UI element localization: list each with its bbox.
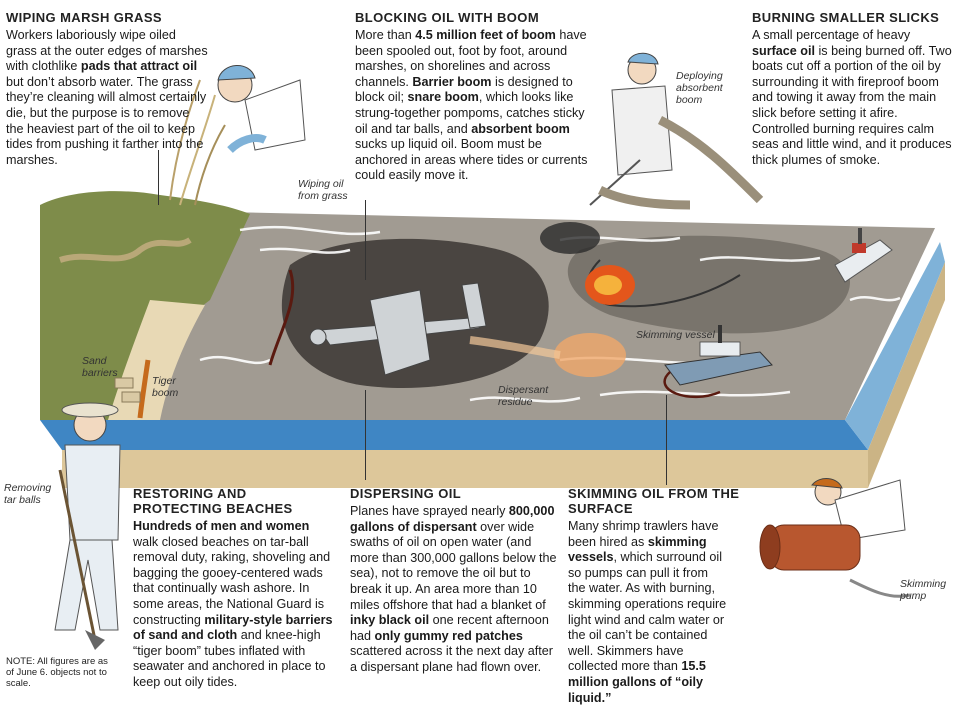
body-text: A small percentage of heavy xyxy=(752,28,911,42)
dispersant-spray xyxy=(554,333,626,377)
cross-section-front xyxy=(40,420,868,450)
section-title: BLOCKING OIL WITH BOOM xyxy=(355,10,540,25)
body-text: walk closed beaches on tar-ball removal duty, raking, shoveling and bagging the gooey-centered wads that continually wash ashore. In some areas, the National Guard is constructing xyxy=(133,534,331,627)
section-title: WIPING MARSH GRASS xyxy=(6,10,162,25)
leader-line-boom xyxy=(365,200,366,280)
body-text: scattered across it the next day after a dispersant plane had flown over. xyxy=(350,644,554,674)
bold-text: skimming vessels xyxy=(568,534,707,565)
caption-dispersant-residue: Dispersant residue xyxy=(498,384,549,408)
section-body xyxy=(568,519,728,706)
bold-text: only gummy red patches xyxy=(374,628,523,643)
bold-text: absorbent boom xyxy=(471,121,570,136)
body-text: one recent afternoon had xyxy=(350,613,549,643)
bold-text: military-style barriers of sand and cloth xyxy=(133,612,333,643)
leader-line-dispersing xyxy=(365,390,366,480)
caption-deploying-boom: Deploying absorbent boom xyxy=(676,70,723,106)
burning-oil-core xyxy=(594,275,622,295)
leader-line-skimming xyxy=(666,395,667,485)
section-body xyxy=(350,504,562,676)
bold-text: 800,000 gallons of dispersant xyxy=(350,504,555,534)
body-text: sucks up liquid oil. Boom must be anchored in areas where tides or currents could easily move it. xyxy=(355,137,588,183)
section-body xyxy=(355,28,595,184)
body-text: have been spooled out, foot by foot, around marshes, on shorelines and across channels. xyxy=(355,28,587,89)
section-wiping-marsh-grass xyxy=(6,10,208,168)
bold-text: inky black oil xyxy=(350,613,430,628)
caption-skimming-pump: Skimming pump xyxy=(900,578,947,602)
body-text: More than xyxy=(355,28,416,42)
section-body xyxy=(133,519,338,691)
caption-tar-balls: Removing tar balls xyxy=(4,482,52,506)
body-text: but don’t absorb water. The grass they’re cleaning will almost certainly die, but the purpose is to remove the heaviest part of the oil to keep tides from pushing it farther into the marshes. xyxy=(6,74,207,167)
section-restoring-beaches xyxy=(133,486,338,691)
caption-wiping-oil: Wiping oil from grass xyxy=(298,178,348,202)
section-burning-smaller-slicks xyxy=(752,10,952,168)
section-blocking-oil-with-boom xyxy=(355,10,595,184)
caption-sand-barriers: Sand barriers xyxy=(82,355,118,379)
body-text: is designed to block oil; xyxy=(355,74,573,105)
bold-text: pads that attract oil xyxy=(80,59,198,74)
section-title: RESTORING AND PROTECTING BEACHES xyxy=(133,486,293,516)
body-text: Many shrimp trawlers have been hired as xyxy=(568,519,719,549)
body-text: , which surround oil so pumps can pull it from the water. As with burning, skimming operations require light wind and calm water or the oil can’t be contained well. Skimmers have collected more than xyxy=(568,550,727,674)
body-text: is being burned off. Two boats cut off a portion of the oil by surrounding it with fireproof boom and towing it away from the main slick before setting it afire. Controlled burning requires calm seas and little wind, and it produces thick plumes of smoke. xyxy=(752,43,952,167)
scale-note: NOTE: All figures are as of June 6. objects not to scale. xyxy=(6,656,108,689)
section-title: BURNING SMALLER SLICKS xyxy=(752,10,940,25)
smoke-plume xyxy=(540,222,600,254)
caption-tiger-boom: Tiger boom xyxy=(152,375,179,399)
body-text: and knee-high “tiger boom” tubes inflated with seawater and anchored in place to keep out oily tides. xyxy=(133,628,326,689)
section-dispersing-oil xyxy=(350,486,562,676)
section-title: SKIMMING OIL FROM THE SURFACE xyxy=(568,486,740,516)
bold-text: Hundreds of men and women xyxy=(133,519,310,533)
section-body xyxy=(752,28,952,168)
caption-skimming-vessel: Skimming vessel xyxy=(636,329,715,341)
section-title: DISPERSING OIL xyxy=(350,486,462,501)
body-text: over wide swaths of oil on open water (and more than 300,000 gallons below the sea), not to remove the oil but to break it up. An area more than 10 miles offshore that had a blanket of xyxy=(350,519,557,612)
bold-text: Barrier boom xyxy=(412,74,492,89)
section-skimming-oil xyxy=(568,486,808,706)
cross-section-sediment xyxy=(62,450,868,488)
section-body xyxy=(6,28,208,168)
body-text: Planes have sprayed nearly xyxy=(350,504,509,518)
body-text: Workers laboriously wipe oiled grass at the outer edges of marshes with clothlike xyxy=(6,28,208,74)
body-text: , which looks like strung-together pompoms, catches sticky oil and tar balls, and xyxy=(355,90,585,136)
bold-text: surface oil xyxy=(752,43,815,58)
bold-text: 4.5 million feet of boom xyxy=(415,28,556,42)
bold-text: snare boom xyxy=(407,90,479,105)
bold-text: 15.5 million gallons of “oily liquid.” xyxy=(568,659,706,705)
